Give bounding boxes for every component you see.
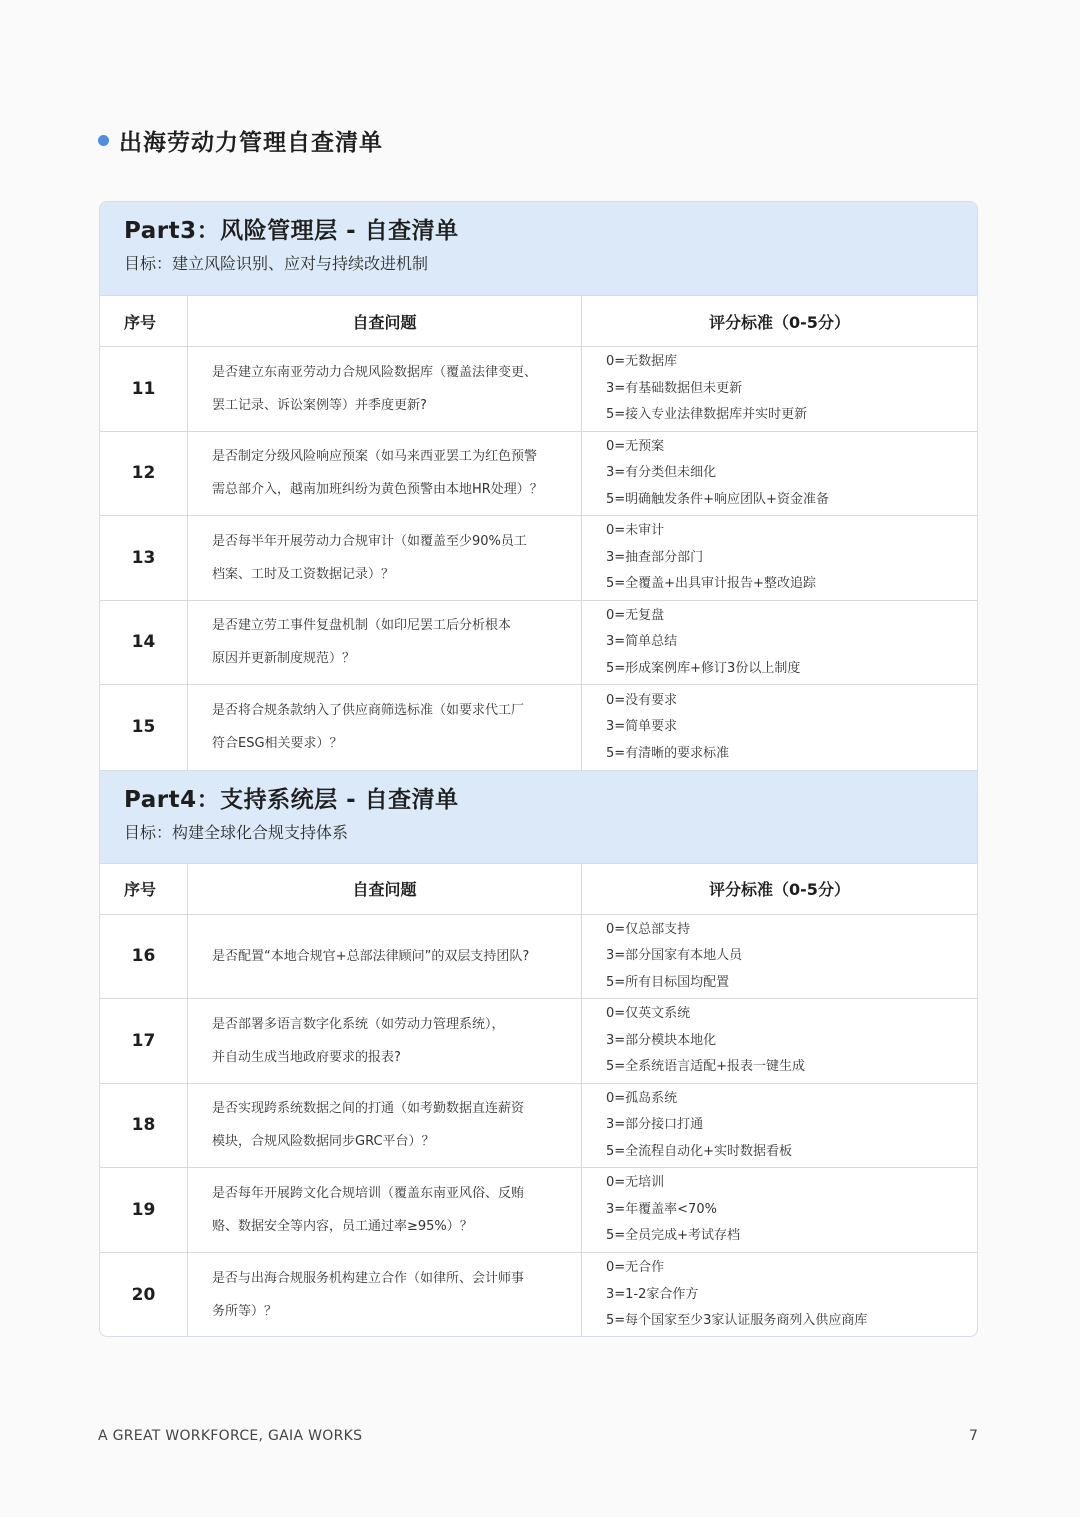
criteria-item: 5=全流程自动化+实时数据看板 — [606, 1143, 793, 1159]
part4-table-header — [100, 864, 977, 915]
criteria-cell — [582, 601, 977, 685]
question-text — [212, 609, 511, 675]
part4-table — [100, 864, 977, 1338]
question-line: 务所等）？ — [212, 1303, 278, 1319]
part3-goal: 目标：建立风险识别、应对与持续改进机制 — [124, 254, 429, 273]
question-line: 是否每年开展跨文化合规培训（覆盖东南亚风俗、反贿 — [212, 1185, 525, 1201]
question-line: 符合ESG相关要求）？ — [212, 736, 343, 752]
row-number: 11 — [131, 378, 156, 399]
criteria-item: 5=每个国家至少3家认证服务商列入供应商库 — [606, 1313, 868, 1328]
row-number-cell — [100, 999, 188, 1083]
criteria-item: 0=无培训 — [606, 1175, 665, 1190]
question-text — [212, 694, 524, 760]
page-number: 7 — [969, 1428, 978, 1444]
row-number-cell — [100, 432, 188, 516]
criteria-item: 5=有清晰的要求标准 — [606, 745, 730, 761]
criteria-item: 3=部分接口打通 — [606, 1117, 704, 1132]
table-row — [100, 1168, 977, 1253]
row-number: 12 — [131, 463, 156, 484]
question-line: 是否与出海合规服务机构建立合作（如律所、会计师事 — [212, 1270, 525, 1286]
criteria-item: 3=1-2家合作方 — [606, 1286, 699, 1302]
question-cell — [188, 1084, 582, 1168]
criteria-item: 5=接入专业法律数据库并实时更新 — [606, 407, 808, 422]
page-title: 出海劳动力管理自查清单 — [119, 130, 383, 156]
criteria-item: 0=无预案 — [606, 438, 665, 454]
question-line: 是否建立东南亚劳动力合规风险数据库（覆盖法律变更、 — [212, 364, 538, 380]
row-number: 18 — [131, 1115, 156, 1136]
row-number: 14 — [131, 632, 156, 653]
criteria-list — [606, 349, 807, 429]
criteria-item: 3=有分类但未细化 — [606, 465, 717, 480]
row-number: 15 — [131, 717, 156, 738]
criteria-item: 0=未审计 — [606, 523, 665, 538]
question-line: 需总部介入，越南加班纠纷为黄色预警由本地HR处理）？ — [212, 482, 543, 498]
criteria-cell — [582, 1253, 977, 1338]
criteria-item: 5=明确触发条件+响应团队+资金准备 — [606, 491, 829, 507]
question-cell — [188, 516, 582, 600]
criteria-cell — [582, 432, 977, 516]
criteria-cell — [582, 516, 977, 600]
question-line: 是否将合规条款纳入了供应商筛选标准（如要求代工厂 — [212, 703, 525, 719]
question-text — [212, 1092, 524, 1158]
question-text — [212, 440, 543, 506]
question-cell — [188, 347, 582, 431]
criteria-list — [606, 1170, 740, 1250]
table-row — [100, 915, 977, 1000]
table-row — [100, 601, 977, 686]
question-line: 并自动生成当地政府要求的报表? — [212, 1049, 401, 1065]
header-question: 自查问题 — [188, 296, 582, 346]
criteria-list — [606, 518, 816, 598]
criteria-item: 0=仅英文系统 — [606, 1006, 691, 1021]
table-row — [100, 516, 977, 601]
row-number-cell — [100, 685, 188, 770]
part3-table-header — [100, 296, 977, 347]
question-cell — [188, 432, 582, 516]
question-text — [212, 356, 537, 422]
question-line: 原因并更新制度规范）？ — [212, 651, 356, 667]
part4-goal: 目标：构建全球化合规支持体系 — [124, 822, 349, 842]
row-number: 16 — [131, 946, 156, 967]
question-line: 模块，合规风险数据同步GRC平台）？ — [212, 1134, 435, 1150]
criteria-item: 3=简单总结 — [606, 634, 678, 649]
criteria-list — [606, 1001, 805, 1081]
table-row — [100, 1253, 977, 1338]
criteria-item: 5=全覆盖+出具审计报告+整改追踪 — [606, 576, 816, 591]
table-row — [100, 999, 977, 1084]
row-number-cell — [100, 347, 188, 431]
part3-header — [100, 202, 977, 296]
question-line: 赂、数据安全等内容，员工通过率≥95%）？ — [212, 1218, 473, 1234]
header-question: 自查问题 — [188, 864, 582, 914]
criteria-item: 0=没有要求 — [606, 692, 678, 708]
criteria-cell — [582, 1168, 977, 1252]
criteria-list — [606, 434, 829, 514]
criteria-item: 3=简单要求 — [606, 719, 678, 734]
criteria-item: 5=全系统语言适配+报表一键生成 — [606, 1059, 806, 1074]
criteria-list — [606, 1086, 792, 1166]
criteria-item: 3=年覆盖率<70% — [606, 1201, 717, 1217]
criteria-list — [606, 688, 729, 768]
row-number: 20 — [131, 1284, 156, 1305]
row-number-cell — [100, 915, 188, 999]
question-line: 罢工记录、诉讼案例等）并季度更新? — [212, 397, 427, 413]
row-number-cell — [100, 516, 188, 600]
question-line: 是否部署多语言数字化系统（如劳动力管理系统）， — [212, 1016, 505, 1032]
criteria-item: 0=无复盘 — [606, 607, 665, 623]
criteria-cell — [582, 915, 977, 999]
row-number-cell — [100, 1168, 188, 1252]
table-row — [100, 685, 977, 770]
question-text — [212, 940, 529, 973]
header-num: 序号 — [100, 296, 188, 346]
question-text — [212, 525, 527, 591]
question-cell — [188, 1168, 582, 1252]
question-line: 是否每半年开展劳动力合规审计（如覆盖至少90%员工 — [212, 533, 527, 549]
question-cell — [188, 999, 582, 1083]
part4-title: Part4：支持系统层 - 自查清单 — [124, 786, 459, 813]
row-number-cell — [100, 601, 188, 685]
criteria-item: 0=无合作 — [606, 1260, 665, 1275]
criteria-item: 3=抽查部分部门 — [606, 549, 704, 565]
row-number: 13 — [131, 547, 156, 568]
question-line: 是否实现跨系统数据之间的打通（如考勤数据直连薪资 — [212, 1101, 525, 1117]
criteria-cell — [582, 999, 977, 1083]
question-line: 是否制定分级风险响应预案（如马来西亚罢工为红色预警 — [212, 449, 538, 465]
criteria-cell — [582, 685, 977, 770]
row-number: 17 — [131, 1030, 156, 1051]
part4-header — [100, 770, 977, 864]
header-num: 序号 — [100, 864, 188, 914]
criteria-cell — [582, 347, 977, 431]
criteria-list — [606, 917, 742, 997]
criteria-item: 3=部分模块本地化 — [606, 1032, 717, 1048]
part3-title: Part3：风险管理层 - 自查清单 — [124, 218, 459, 244]
part3-table — [100, 296, 977, 770]
footer-tagline: A GREAT WORKFORCE, GAIA WORKS — [98, 1428, 363, 1444]
criteria-list — [606, 1255, 867, 1335]
question-cell — [188, 685, 582, 770]
row-number-cell — [100, 1084, 188, 1168]
question-line: 是否建立劳工事件复盘机制（如印尼罢工后分析根本 — [212, 618, 512, 634]
row-number: 19 — [131, 1199, 156, 1220]
question-text — [212, 1008, 505, 1074]
criteria-item: 0=仅总部支持 — [606, 921, 691, 937]
row-number-cell — [100, 1253, 188, 1338]
question-cell — [188, 601, 582, 685]
question-text — [212, 1262, 524, 1328]
header-criteria: 评分标准（0-5分） — [709, 312, 850, 332]
criteria-item: 5=形成案例库+修订3份以上制度 — [606, 660, 801, 676]
table-row — [100, 347, 977, 432]
criteria-item: 0=无数据库 — [606, 354, 678, 369]
bullet-dot-icon — [98, 135, 109, 146]
question-line: 档案、工时及工资数据记录）？ — [212, 566, 395, 582]
page-heading — [98, 124, 383, 157]
checklist-card — [99, 201, 978, 1337]
table-row — [100, 432, 977, 517]
question-cell — [188, 1253, 582, 1338]
table-row — [100, 1084, 977, 1169]
criteria-list — [606, 603, 800, 683]
criteria-item: 3=部分国家有本地人员 — [606, 948, 743, 963]
criteria-item: 0=孤岛系统 — [606, 1090, 678, 1106]
criteria-item: 5=全员完成+考试存档 — [606, 1228, 741, 1243]
criteria-cell — [582, 1084, 977, 1168]
question-line: 是否配置“本地合规官+总部法律顾问”的双层支持团队? — [212, 948, 530, 964]
criteria-item: 5=所有目标国均配置 — [606, 974, 730, 990]
question-text — [212, 1177, 524, 1243]
question-cell — [188, 915, 582, 999]
criteria-item: 3=有基础数据但未更新 — [606, 380, 743, 396]
header-criteria: 评分标准（0-5分） — [709, 880, 850, 899]
